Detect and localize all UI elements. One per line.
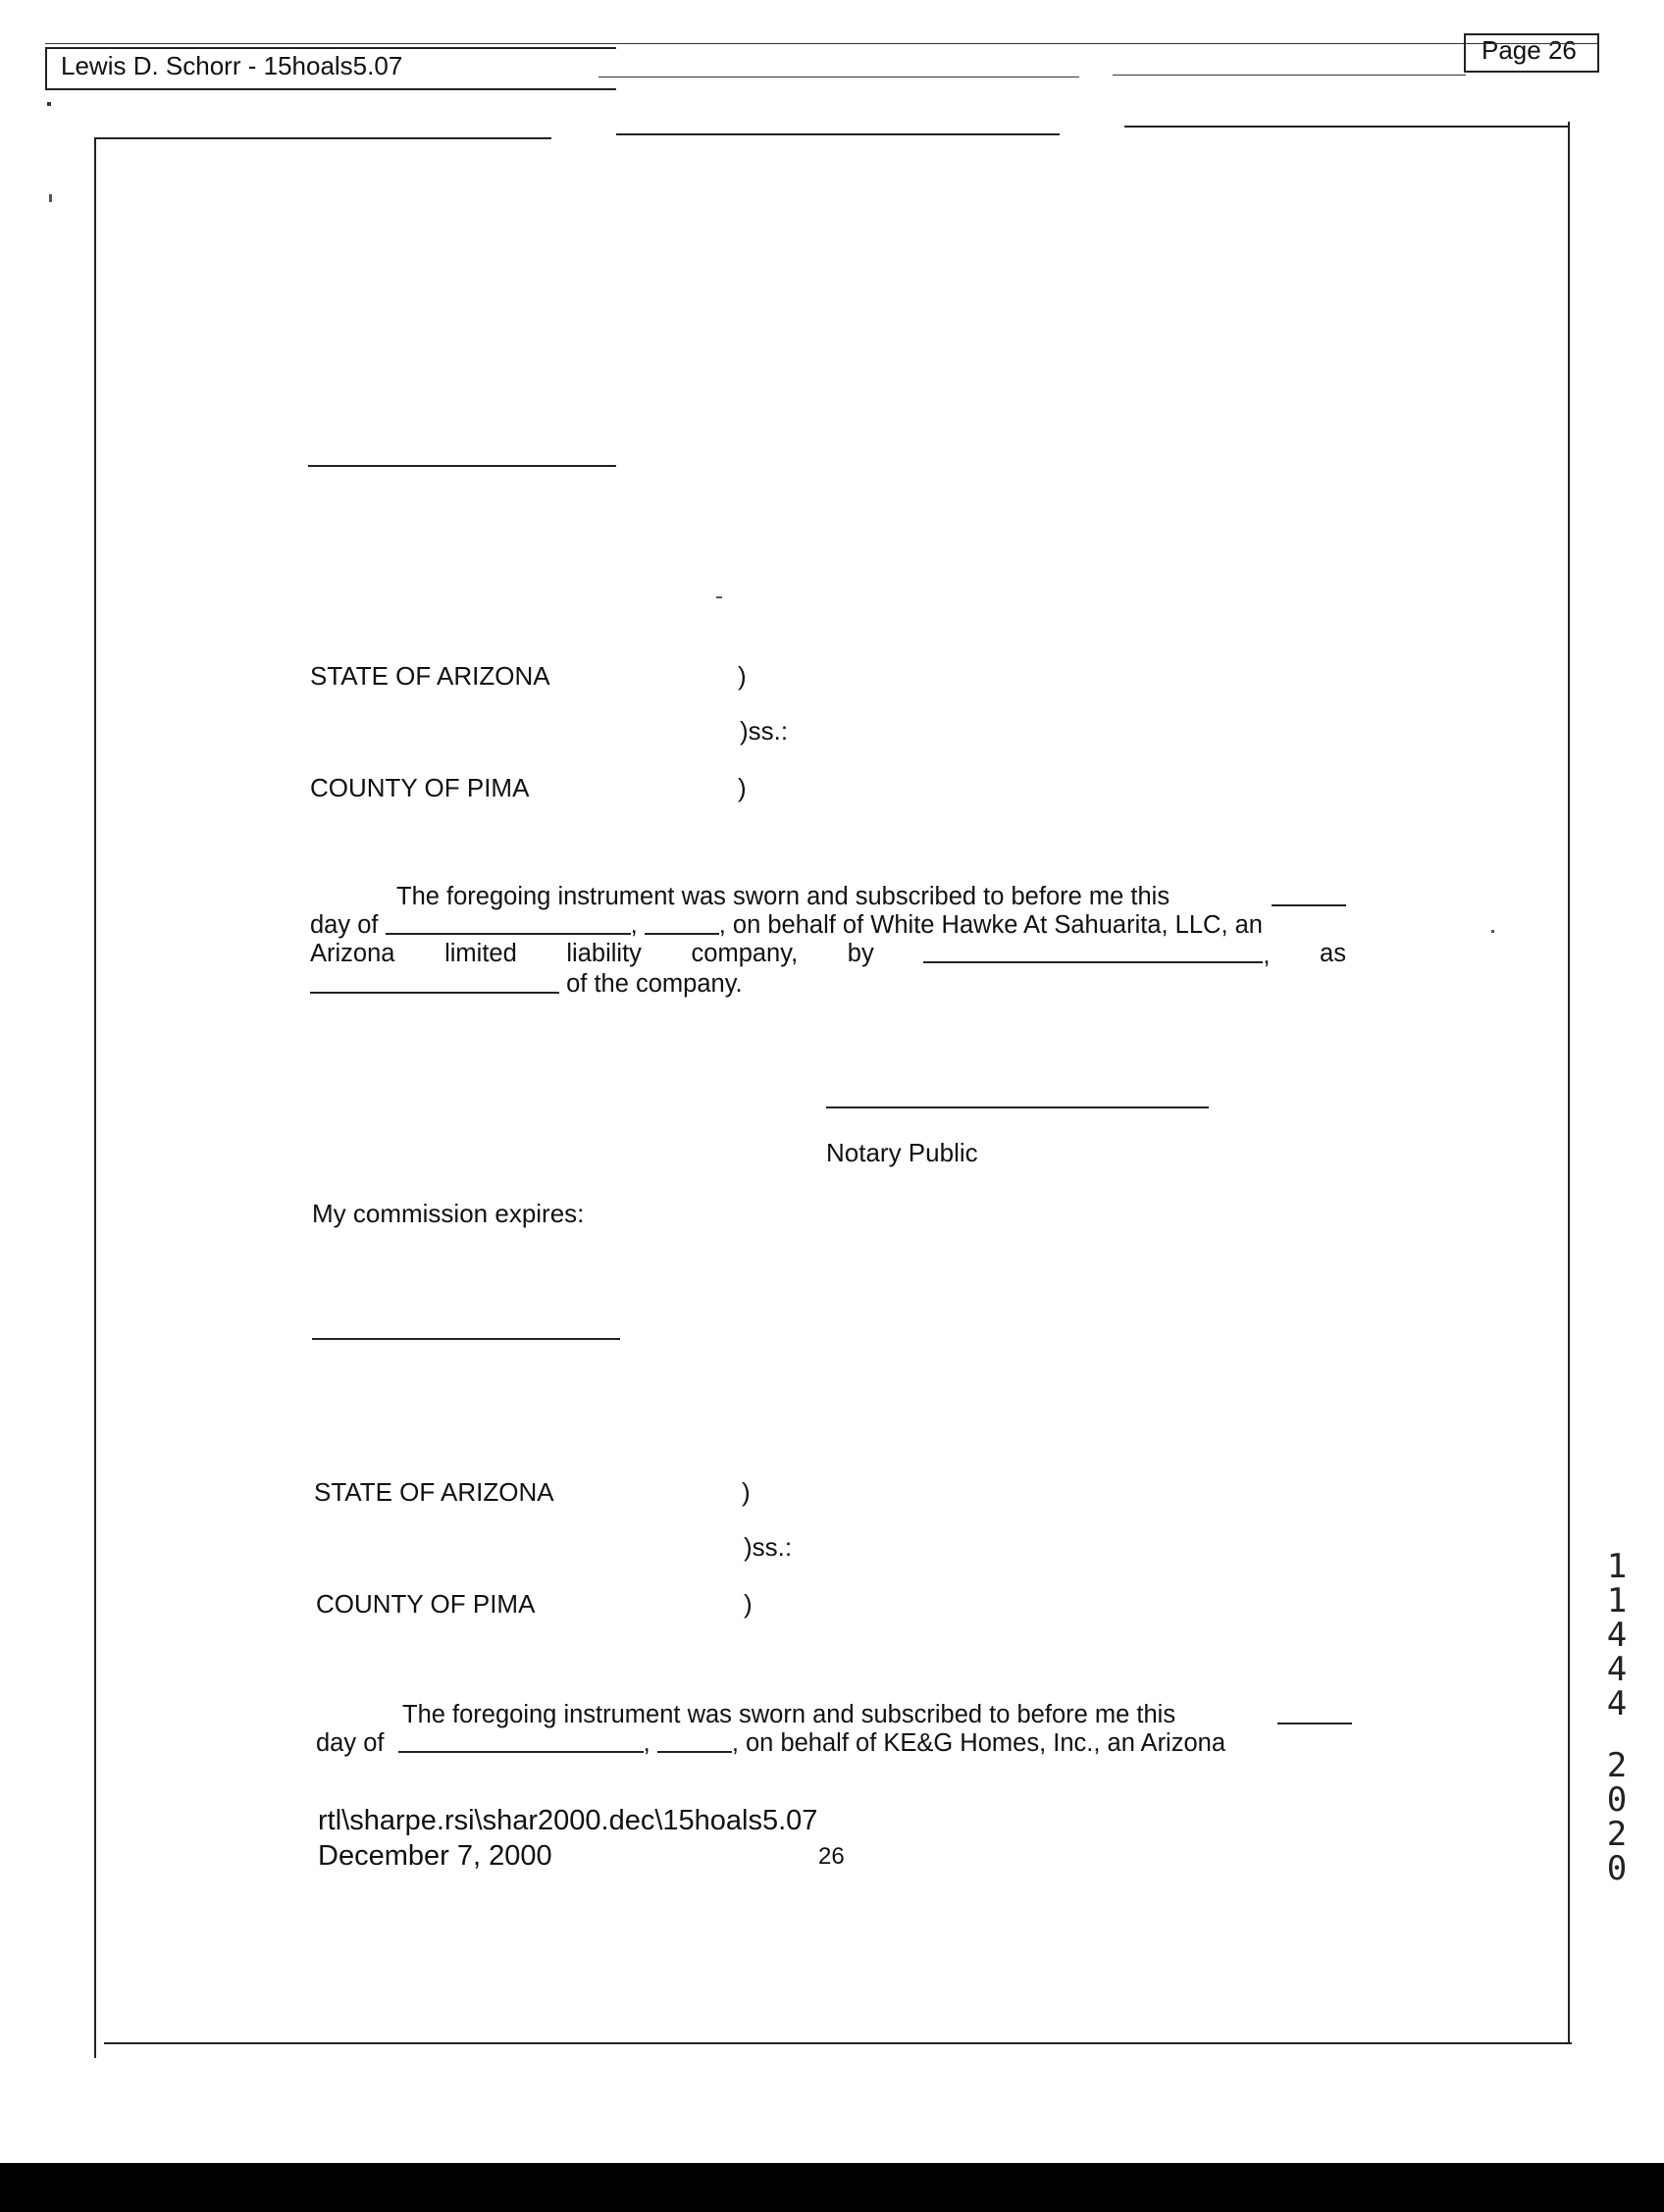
oath-1-line-4 xyxy=(310,970,1346,999)
notary-signature-line xyxy=(826,1106,1209,1108)
oath-2-dayof: day of xyxy=(316,1729,385,1757)
oath-1-rest: , on behalf of White Hawke At Sahuarita, LLC, an xyxy=(718,911,1263,939)
blank-day-2 xyxy=(1277,1701,1352,1724)
oath-1-comma-2: , xyxy=(1263,942,1271,969)
oath-2-comma: , xyxy=(643,1729,650,1757)
oath-1-word-liability: liability xyxy=(566,940,642,967)
oath-1-line-2 xyxy=(310,911,1346,940)
venue-paren-1b: ) xyxy=(738,773,747,802)
oath-1-line-1-text: The foregoing instrument was sworn and subscribed to before me this xyxy=(396,883,1170,910)
stamp-digit: 4 xyxy=(1606,1650,1628,1689)
stamp-digit: 1 xyxy=(1606,1547,1628,1586)
stamp-digit: 2 xyxy=(1606,1815,1628,1854)
oath-1-dayof: day of xyxy=(310,911,379,939)
venue-paren-2a: ) xyxy=(742,1477,751,1507)
blank-month-2 xyxy=(398,1729,644,1753)
oath-1-word-as: as xyxy=(1320,940,1346,967)
oath-1-word-by: by xyxy=(847,940,874,967)
header-file-label: Lewis D. Schorr - 15hoals5.07 xyxy=(61,51,403,80)
venue-county-2: COUNTY OF PIMA xyxy=(316,1589,536,1619)
stamp-digit: 2 xyxy=(1606,1746,1628,1785)
scan-speck xyxy=(1491,930,1494,933)
scan-bottom-band xyxy=(0,2163,1664,2212)
frame-right-border xyxy=(1568,122,1570,2042)
header-page-label: Page 26 xyxy=(1482,35,1577,65)
oath-1-line-4-text: of the company. xyxy=(566,970,743,998)
commission-date-line xyxy=(312,1338,620,1340)
venue-ss-2: )ss.: xyxy=(744,1532,793,1562)
stamp-digit: 0 xyxy=(1606,1849,1628,1888)
frame-top-segment-1 xyxy=(94,137,551,139)
oath-2-rest: , on behalf of KE&G Homes, Inc., an Arizona xyxy=(731,1729,1226,1757)
oath-paragraph-2 xyxy=(316,1701,1352,1758)
venue-paren-2b: ) xyxy=(744,1589,753,1619)
notary-public-label: Notary Public xyxy=(826,1138,978,1167)
blank-year-1 xyxy=(645,911,719,935)
oath-1-word-limited: limited xyxy=(444,940,517,967)
oath-2-line-2 xyxy=(316,1729,1352,1758)
oath-1-comma: , xyxy=(630,911,638,939)
signature-line-top xyxy=(308,465,616,467)
oath-1-line-1 xyxy=(310,883,1346,911)
venue-county-1: COUNTY OF PIMA xyxy=(310,773,530,802)
footer-file-path: rtl\sharpe.rsi\shar2000.dec\15hoals5.07 xyxy=(318,1805,818,1836)
scan-speck xyxy=(716,596,722,598)
blank-title-1 xyxy=(310,970,559,994)
top-scan-line xyxy=(45,43,1597,44)
footer-date: December 7, 2000 xyxy=(318,1840,552,1872)
side-document-stamp xyxy=(1597,1547,1637,1888)
stamp-digit: 1 xyxy=(1606,1581,1628,1620)
scan-speck xyxy=(49,194,52,202)
header-divider-2 xyxy=(1113,75,1466,76)
venue-state-1: STATE OF ARIZONA xyxy=(310,661,550,691)
commission-expires-label: My commission expires: xyxy=(312,1199,585,1228)
blank-month-1 xyxy=(386,911,631,935)
frame-top-segment-3 xyxy=(1124,126,1568,128)
venue-paren-1a: ) xyxy=(738,661,747,691)
oath-1-line-3 xyxy=(310,940,1346,970)
oath-paragraph-1 xyxy=(310,883,1346,999)
blank-year-2 xyxy=(657,1729,732,1753)
venue-ss-1: )ss.: xyxy=(740,716,789,746)
scan-speck xyxy=(47,102,51,106)
venue-state-2: STATE OF ARIZONA xyxy=(314,1477,554,1507)
frame-left-border xyxy=(94,137,96,2058)
blank-signer-1 xyxy=(923,940,1263,963)
footer-page-number: 26 xyxy=(818,1843,845,1870)
oath-1-word-company: company, xyxy=(691,940,799,967)
stamp-gap xyxy=(1597,1722,1637,1749)
blank-day-1 xyxy=(1272,883,1346,906)
stamp-digit: 4 xyxy=(1606,1616,1628,1655)
oath-2-line-1 xyxy=(316,1701,1352,1729)
frame-bottom-border xyxy=(104,2042,1572,2044)
stamp-digit: 4 xyxy=(1606,1684,1628,1723)
frame-top-segment-2 xyxy=(616,133,1060,135)
stamp-digit: 0 xyxy=(1606,1780,1628,1820)
oath-2-line-1-text: The foregoing instrument was sworn and subscribed to before me this xyxy=(402,1701,1176,1728)
oath-1-word-arizona: Arizona xyxy=(310,940,395,967)
